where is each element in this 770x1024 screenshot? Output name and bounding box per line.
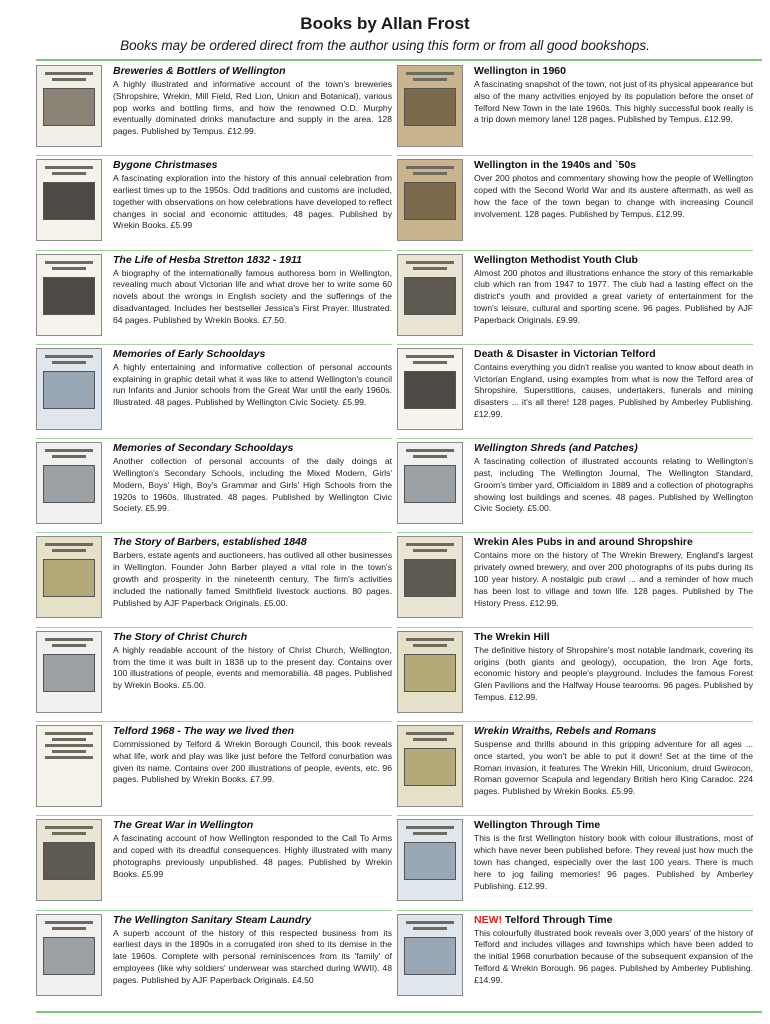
book-title: The Story of Christ Church (113, 630, 248, 643)
book-title-text: Telford Through Time (504, 913, 613, 926)
book-entry (36, 816, 392, 910)
book-title: Breweries & Bottlers of Wellington (113, 65, 286, 77)
book-cover-icon (36, 254, 102, 336)
book-entry (36, 722, 392, 816)
book-cover-icon (36, 631, 102, 713)
book-title: Wellington Shreds (and Patches) (474, 442, 638, 455)
book-title: The Wellington Sanitary Steam Laundry (113, 913, 312, 926)
book-description: A biography of the internationally famous authoress born in Wellington, revealing much about Victorian life and what drove her to write some 60 novels about the wrongs in English society and the sufferings of the disadvantaged. Includes her bestseller Jessica's First Prayer. Illustrated. 64 pages. Published by Wrekin Books. £7.50. (113, 267, 392, 325)
book-title: Wrekin Wraiths, Rebels and Romans (474, 725, 657, 738)
book-cover-icon (397, 442, 463, 524)
bottom-divider (36, 1011, 762, 1013)
book-cover-icon (397, 254, 463, 336)
page-subtitle: Books may be ordered direct from the author using this form or from all good bookshops. (120, 38, 650, 53)
book-cover-icon (397, 819, 463, 901)
book-cover-icon (36, 159, 102, 241)
book-entry (397, 62, 753, 156)
book-cover-icon (36, 348, 102, 430)
book-title: Wellington Methodist Youth Club (474, 253, 638, 266)
book-cover-icon (36, 442, 102, 524)
book-description: A fascinating account of how Wellington responded to the Call To Arms and coped with its dreadful consequences. Highly illustrated with many photographs previously unpublished. 48 pages. Published by Wrekin Books. £5.99 (113, 833, 392, 879)
book-description: The definitive history of Shropshire's most notable landmark, covering its origins (both giants and geology), occupation, the Iron Age forts, economic history and people's playground. Includes the famous Forest Glen Pavilions and the Halfway House tearooms. 96 pages. Published by Tempus. £12.99. (474, 644, 753, 702)
right-column (397, 62, 753, 1005)
book-description: Contains more on the history of The Wrekin Brewery, England's largest privately owned brewery, and over 200 photographs of its pubs during its 100 year history. A nostalgic pub crawl ... and a reminder of how much has been lost to village and town life. 128 pages. Published by The History Press. £12.99. (474, 550, 753, 608)
left-column (36, 62, 392, 1005)
book-title: Memories of Secondary Schooldays (113, 442, 294, 455)
book-entry (36, 628, 392, 722)
book-cover-icon (397, 348, 463, 430)
book-description: Another collection of personal accounts of the daily doings at Wellington's Secondary Schools, including the Mixed Modern, Girls' Modern, Boys' High, Boy's Grammar and Girls' High Schools from the 1920s to 1960s. Illustrated. 48 pages. Published by Wellington Civic Society. £5.99. (113, 456, 392, 514)
book-title: Telford 1968 - The way we lived then (113, 725, 295, 738)
book-title: Wellington Through Time (474, 819, 601, 832)
book-title: The Life of Hesba Stretton 1832 - 1911 (113, 253, 302, 266)
book-entry (397, 251, 753, 345)
book-entry (36, 251, 392, 345)
book-description: Contains everything you didn't realise you wanted to know about death in Victorian England, using examples from what is now the Telford area of Shropshire. Superstitions, causes, undertakers, funerals and mining disasters ... it's all there! 128 pages. Published by Amberley Publishing. £12.99. (474, 361, 753, 420)
book-title (474, 914, 753, 926)
book-cover-icon (397, 725, 463, 807)
book-cover-icon (397, 159, 463, 241)
book-entry (397, 628, 753, 722)
book-description: A highly entertaining and informative collection of personal accounts explaining in graphic detail what it was like to attend Wellington's council run Infants and Junior schools from the Great War until the early 1960s. Illustrated. 48 pages. Published by Wellington Civic Society. £5.99. (113, 361, 392, 408)
book-entry (397, 439, 753, 533)
book-description: A fascinating snapshot of the town, not just of its physical appearance but also of the many activities enjoyed by its population before the onset of Telford New Town in the late 1960s. This highly successful book really is a trip down memory lane! 128 pages. Published by Tempus. £12.99. (474, 79, 753, 125)
book-title: Wellington in the 1940s and `50s (474, 159, 637, 172)
book-title: The Wrekin Hill (474, 630, 550, 643)
book-description: Almost 200 photos and illustrations enhance the story of this remarkable club which ran from 1947 to 1977. The club had a lasting effect on the district's youth and provided a great variety of entertainment for the town's leisure, cultural and sporting scene. 96 pages. Published by AJF Paperback Originals. £9.99. (474, 267, 753, 325)
book-description: Suspense and thrills abound in this gripping adventure for all ages ... once started, you won't be able to put it down! Set at the time of the Roman invasion, it features The Wrekin Hill, Uriconium, druid Gwirocon, Roman governor Scapula and legendary British hero King Caradoc. 224 pages. Published by Wrekin Books. £5.99. (474, 739, 753, 797)
book-description: A superb account of the history of this respected business from its earliest days in the 1890s in a corrugated iron shed to its demise in the late 1960s. Complete with personal reminiscences from its 'family' of employees (like why soldiers' underwear was starched during WWII). 48 pages. Published by AJF Paperback Originals. £4.50 (113, 927, 392, 985)
book-description: This colourfully illustrated book reveals over 3,000 years' of the history of Telford and includes villages and townships which have been added to the initial 1968 conurbation because of the subsequent expansion of the Telford & Wrekin Borough. 96 pages. Published by Amberley Publishing. £14.99. (474, 927, 753, 985)
book-cover-icon (36, 536, 102, 618)
book-cover-icon (397, 536, 463, 618)
book-cover-icon (36, 725, 102, 807)
book-title: The Story of Barbers, established 1848 (113, 536, 307, 549)
book-title: The Great War in Wellington (113, 819, 254, 832)
book-cover-icon (397, 914, 463, 996)
book-description: Barbers, estate agents and auctioneers, has outlived all other businesses in Wellington. Founder John Barber played a vital role in the town's growth and prosperity in the nineteenth century. The firm's activities included the nationally famed Smithfield livestock auctions. 80 pages. Published by AJF Paperback Originals. £5.00. (113, 550, 392, 608)
book-description: A fascinating collection of illustrated accounts relating to Wellington's past, including The Wellington Journal, The Wellington Standard, Groom's timber yard, Officialdom in 1889 and a collection of photographs showing lost buildings and scenes. 48 pages. Published by Wellington Civic Society. £5.00. (474, 456, 753, 514)
book-entry (397, 722, 753, 816)
book-title: Wellington in 1960 (474, 65, 566, 77)
book-cover-icon (397, 65, 463, 147)
book-entry (36, 156, 392, 250)
book-entry (36, 911, 392, 1005)
book-entry (397, 533, 753, 627)
book-title: Bygone Christmases (113, 159, 218, 172)
new-badge: NEW! (474, 913, 502, 926)
book-entry (36, 345, 392, 439)
book-description: Over 200 photos and commentary showing how the people of Wellington coped with the Second World War and its austere aftermath, as well as how the face of the town began to change with increasing Council involvement. 128 pages. Published by Tempus. £12.99. (474, 173, 753, 219)
book-entry (397, 816, 753, 910)
book-description: A highly readable account of the history of Christ Church, Wellington, from the time it was built in 1838 up to the present day. Contains over 100 illustrations of people, events and memorabilia. 48 pages. Published by Wrekin Books. £5.00. (113, 644, 392, 691)
book-entry (36, 533, 392, 627)
book-cover-icon (36, 914, 102, 996)
top-divider (36, 59, 762, 61)
book-entry (397, 345, 753, 439)
book-cover-icon (36, 65, 102, 147)
book-title: Memories of Early Schooldays (113, 347, 266, 360)
book-title: Death & Disaster in Victorian Telford (474, 347, 656, 360)
book-description: A highly illustrated and informative account of the town's breweries (Shropshire, Wrekin, Mill Field, Red Lion, Union and Botanical), various pop works and bottling firms, and how the renowned O.D. Murphy eventually dominated drinks manufacture and supply in the area. 128 pages. Published by Tempus. £12.99. (113, 79, 392, 137)
book-cover-icon (397, 631, 463, 713)
book-entry (397, 156, 753, 250)
book-entry (36, 62, 392, 156)
book-entry (36, 439, 392, 533)
book-description: A fascinating exploration into the history of this annual celebration from earliest times up to the 1950s. Odd traditions and customs are included, together with observations on how celebrations have developed to reflect changes in social and economic attitudes. 48 pages. Published by Wrekin Books. £5.99 (113, 173, 392, 231)
book-title: Wrekin Ales Pubs in and around Shropshire (474, 536, 693, 549)
book-description: This is the first Wellington history book with colour illustrations, most of which have never been published before. They reveal just how much the town has changed, especially over the last 100 years. There is much here to jog failing memories! 96 pages. Published by Amberley Publishing. £12.99. (474, 833, 753, 891)
page-title: Books by Allan Frost (300, 14, 470, 33)
book-description: Commissioned by Telford & Wrekin Borough Council, this book reveals what life, work and play was like just before the Telford conurbation was given its name. Contains over 200 illustrations of people, events, etc. 96 pages. Published by Wrekin Books. £7.99. (113, 739, 392, 785)
book-entry (397, 911, 753, 1005)
book-cover-icon (36, 819, 102, 901)
